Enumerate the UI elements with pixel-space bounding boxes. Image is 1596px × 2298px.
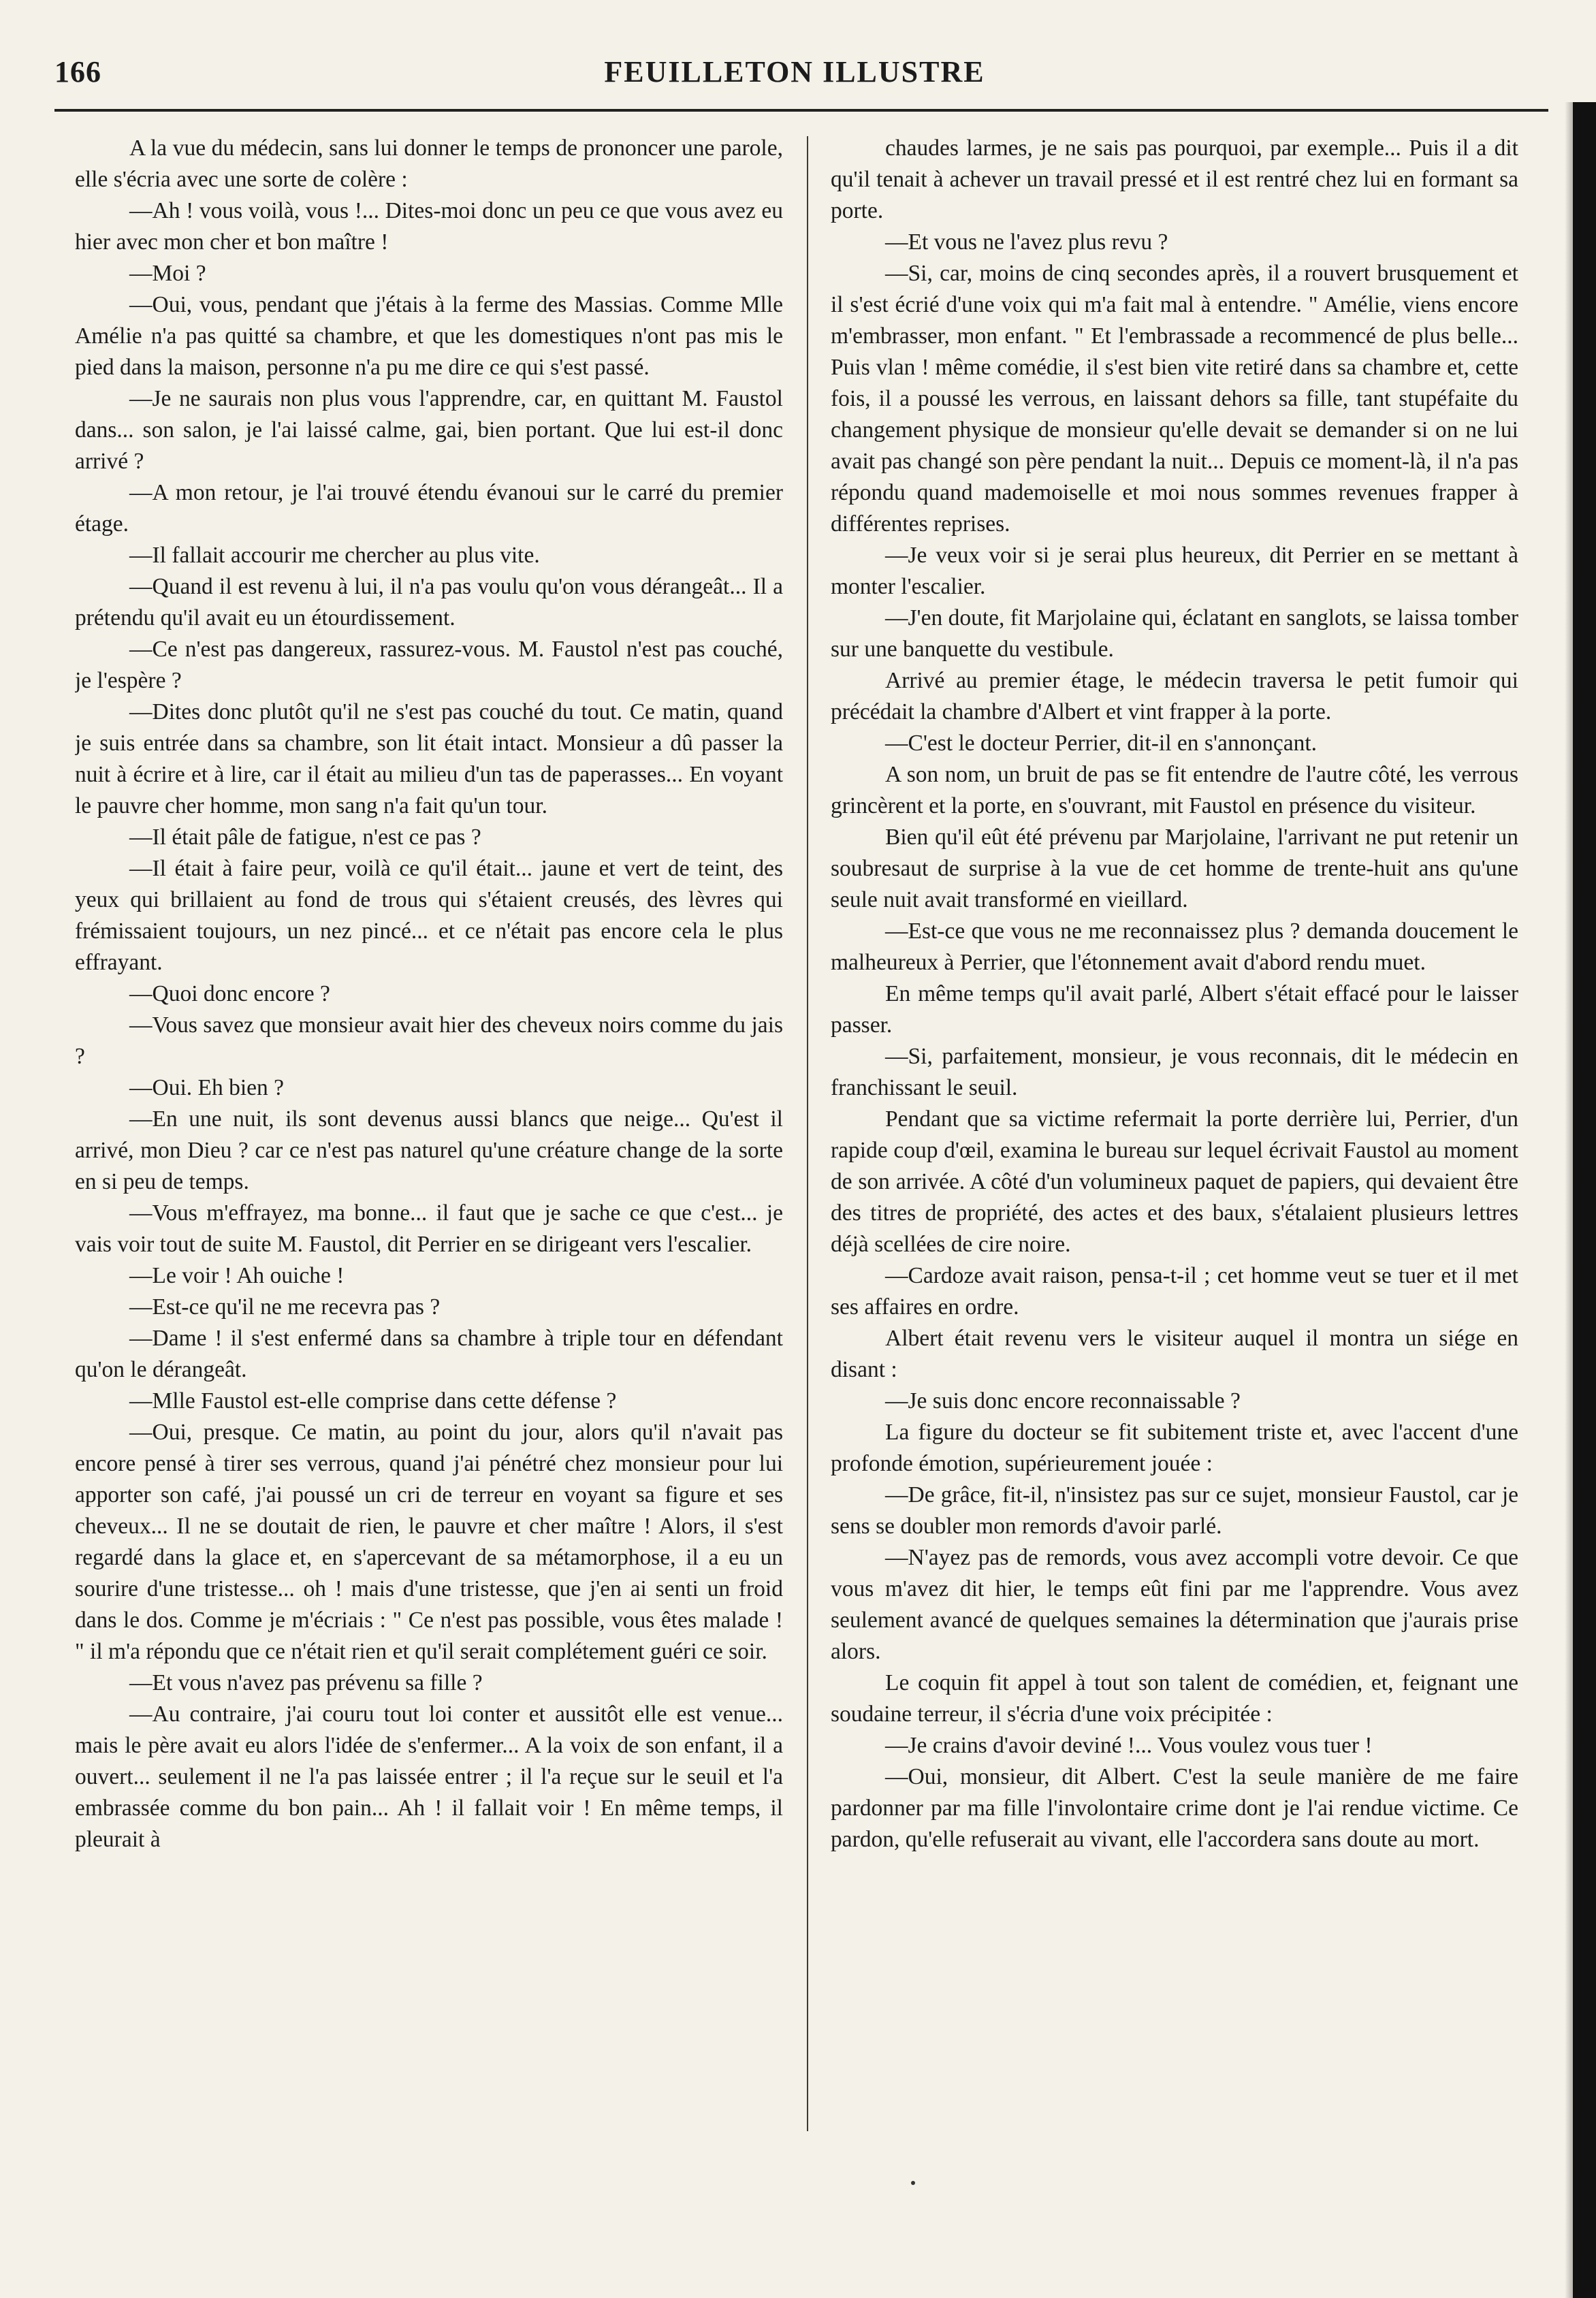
paragraph: —Ce n'est pas dangereux, rassurez-vous. M. Faustol n'est pas couché, je l'espère ?	[75, 637, 783, 693]
paragraph: —Ah ! vous voilà, vous !... Dites-moi donc un peu ce que vous avez eu hier avec mon cher et bon maître !	[75, 198, 783, 255]
column-divider	[807, 136, 808, 2131]
paragraph: Pendant que sa victime refermait la porte derrière lui, Perrier, d'un rapide coup d'œil, examina le bureau sur lequel écrivait Faustol au moment de son arrivée. A côté d'un volumineux paquet de papiers, qui devaient être des titres de propriété, des actes et des baux, s'étalaient plusieurs lettres déjà scellées de cire noire.	[831, 1106, 1518, 1257]
paragraph: Arrivé au premier étage, le médecin traversa le petit fumoir qui précédait la chambre d'Albert et vint frapper à la porte.	[831, 668, 1518, 724]
paragraph: —Si, parfaitement, monsieur, je vous reconnais, dit le médecin en franchissant le seuil.	[831, 1044, 1518, 1100]
paragraph: —Si, car, moins de cinq secondes après, il a rouvert brusquement et il s'est écrié d'une voix qui m'a fait mal à entendre. " Amélie, viens encore m'embrasser, mon enfant. " Et l'embrassade a recommencé de plus belle... Puis vlan ! même comédie, il s'est bien vite retiré dans sa chambre et, cette fois, il a poussé les verrous, en laissant dehors sa fille, tant stupéfaite du changement physique de monsieur qu'elle devait se demander si on ne lui avait pas changé son père pendant la nuit... Depuis ce moment-là, il n'a pas répondu quand mademoiselle et moi nous sommes revenues frapper à différentes reprises.	[831, 261, 1518, 537]
paragraph: —Je ne saurais non plus vous l'apprendre, car, en quittant M. Faustol dans... son salon, je l'ai laissé calme, gai, bien portant. Que lui est-il donc arrivé ?	[75, 386, 783, 474]
paragraph: —Je veux voir si je serai plus heureux, dit Perrier en se mettant à monter l'escalier.	[831, 543, 1518, 599]
paragraph: —Je crains d'avoir deviné !... Vous voulez vous tuer !	[885, 1733, 1373, 1758]
paragraph: —Dites donc plutôt qu'il ne s'est pas couché du tout. Ce matin, quand je suis entrée dans sa chambre, son lit était intact. Monsieur a dû passer la nuit à écrire et à lire, car il était au milieu d'un tas de paperasses... En voyant le pauvre cher homme, mon sang n'a fait qu'un tour.	[75, 699, 783, 818]
paragraph: En même temps qu'il avait parlé, Albert s'était effacé pour le laisser passer.	[831, 981, 1518, 1038]
paragraph: —Est-ce que vous ne me reconnaissez plus ? demanda doucement le malheureux à Perrier, que l'étonnement avait d'abord rendu muet.	[831, 919, 1518, 975]
paragraph: Bien qu'il eût été prévenu par Marjolaine, l'arrivant ne put retenir un soubresaut de surprise à la vue de cet homme de trente-huit ans qu'une seule nuit avait transformé en vieillard.	[831, 825, 1518, 912]
paragraph: —Le voir ! Ah ouiche !	[129, 1263, 345, 1288]
paragraph: —Il était pâle de fatigue, n'est ce pas ?	[129, 825, 481, 850]
paragraph: Albert était revenu vers le visiteur auquel il montra un siége en disant :	[831, 1326, 1518, 1382]
paragraph: —Oui, vous, pendant que j'étais à la ferme des Massias. Comme Mlle Amélie n'a pas quitté sa chambre, et que les domestiques n'ont pas mis le pied dans la maison, personne n'a pu me dire ce qui s'est passé.	[75, 292, 783, 380]
paragraph: —Et vous n'avez pas prévenu sa fille ?	[129, 1670, 483, 1695]
header-rule	[54, 109, 1548, 112]
paragraph: Le coquin fit appel à tout son talent de comédien, et, feignant une soudaine terreur, il s'écria d'une voix précipitée :	[831, 1670, 1518, 1727]
print-speck	[911, 2181, 915, 2185]
paragraph: —Quand il est revenu à lui, il n'a pas voulu qu'on vous dérangeât... Il a prétendu qu'il avait eu un étourdissement.	[75, 574, 783, 631]
paragraph: —C'est le docteur Perrier, dit-il en s'annonçant.	[885, 731, 1318, 756]
paragraph: —Est-ce qu'il ne me recevra pas ?	[129, 1294, 441, 1320]
paragraph: chaudes larmes, je ne sais pas pourquoi, par exemple... Puis il a dit qu'il tenait à achever un travail pressé et il est rentré chez lui en formant sa porte.	[831, 135, 1518, 223]
paragraph: —Je suis donc encore reconnaissable ?	[885, 1388, 1241, 1414]
paragraph: —Il fallait accourir me chercher au plus vite.	[129, 543, 540, 568]
paragraph: —Et vous ne l'avez plus revu ?	[885, 229, 1168, 255]
paragraph: —Moi ?	[129, 261, 206, 286]
page-header	[54, 48, 1535, 102]
paragraph: —Cardoze avait raison, pensa-t-il ; cet homme veut se tuer et il met ses affaires en ordre.	[831, 1263, 1518, 1320]
paragraph: —Il était à faire peur, voilà ce qu'il était... jaune et vert de teint, des yeux qui brillaient au fond de trous qui s'étaient creusés, des lèvres qui frémissaient toujours, un nez pincé... et ce n'était pas encore cela le plus effrayant.	[75, 856, 783, 975]
paragraph: —J'en doute, fit Marjolaine qui, éclatant en sanglots, se laissa tomber sur une banquette du vestibule.	[831, 605, 1518, 662]
paragraph: A son nom, un bruit de pas se fit entendre de l'autre côté, les verrous grincèrent et la porte, en s'ouvrant, mit Faustol en présence du visiteur.	[831, 762, 1518, 818]
right-column	[831, 133, 1518, 2196]
paragraph: —En une nuit, ils sont devenus aussi blancs que neige... Qu'est il arrivé, mon Dieu ? car ce n'est pas naturel qu'une créature change de la sorte en si peu de temps.	[75, 1106, 783, 1194]
paragraph: —Mlle Faustol est-elle comprise dans cette défense ?	[129, 1388, 617, 1414]
paragraph: A la vue du médecin, sans lui donner le temps de prononcer une parole, elle s'écria avec une sorte de colère :	[75, 135, 783, 192]
page-edge-bar	[1573, 102, 1596, 2298]
paragraph: —Oui. Eh bien ?	[129, 1075, 285, 1100]
running-title: FEUILLETON ILLUSTRE	[604, 55, 985, 89]
paragraph: —Oui, monsieur, dit Albert. C'est la seule manière de me faire pardonner par ma fille l'involontaire crime dont je l'ai rendue victime. Ce pardon, qu'elle refuserait au vivant, elle l'accordera sans doute au mort.	[831, 1764, 1518, 1852]
paragraph: —Dame ! il s'est enfermé dans sa chambre à triple tour en défendant qu'on le dérangeât.	[75, 1326, 783, 1382]
paragraph: —Au contraire, j'ai couru tout loi conter et aussitôt elle est venue... mais le père avait eu alors l'idée de s'enfermer... A la voix de son enfant, il a ouvert... seulement il ne l'a pas laissée entrer ; il l'a reçue sur le seuil et l'a embrassée comme du bon pain... Ah ! il fallait voir ! En même temps, il pleurait à	[75, 1702, 783, 1852]
page-number: 166	[54, 55, 101, 89]
paragraph: —A mon retour, je l'ai trouvé étendu évanoui sur le carré du premier étage.	[75, 480, 783, 537]
paragraph: —Oui, presque. Ce matin, au point du jour, alors qu'il n'avait pas encore pensé à tirer ses verrous, quand j'ai pénétré chez monsieur pour lui apporter son café, j'ai poussé un cri de terreur en voyant sa figure et ses cheveux... Il ne se doutait de rien, le pauvre et cher maître ! Alors, il s'est regardé dans la glace et, en s'apercevant de sa métamorphose, il a eu un sourire d'une tristesse... oh ! mais d'une tristesse, que j'en ai senti un froid dans le dos. Comme je m'écriais : " Ce n'est pas possible, vous êtes malade ! " il m'a répondu que ce n'était rien et qu'il serait complétement guéri ce soir.	[75, 1420, 783, 1664]
left-column	[75, 133, 783, 2196]
paragraph: La figure du docteur se fit subitement triste et, avec l'accent d'une profonde émotion, supérieurement jouée :	[831, 1420, 1518, 1476]
paragraph: —N'ayez pas de remords, vous avez accompli votre devoir. Ce que vous m'avez dit hier, le temps eût fini par me l'apprendre. Vous avez seulement avancé de quelques semaines la détermination que j'aurais prise alors.	[831, 1545, 1518, 1664]
paragraph: —Vous m'effrayez, ma bonne... il faut que je sache ce que c'est... je vais voir tout de suite M. Faustol, dit Perrier en se dirigeant vers l'escalier.	[75, 1200, 783, 1257]
paragraph: —Vous savez que monsieur avait hier des cheveux noirs comme du jais ?	[75, 1012, 783, 1069]
paragraph: —De grâce, fit-il, n'insistez pas sur ce sujet, monsieur Faustol, car je sens se doubler mon remords d'avoir parlé.	[831, 1482, 1518, 1539]
paragraph: —Quoi donc encore ?	[129, 981, 330, 1006]
page-edge-shadow	[1565, 102, 1573, 2298]
